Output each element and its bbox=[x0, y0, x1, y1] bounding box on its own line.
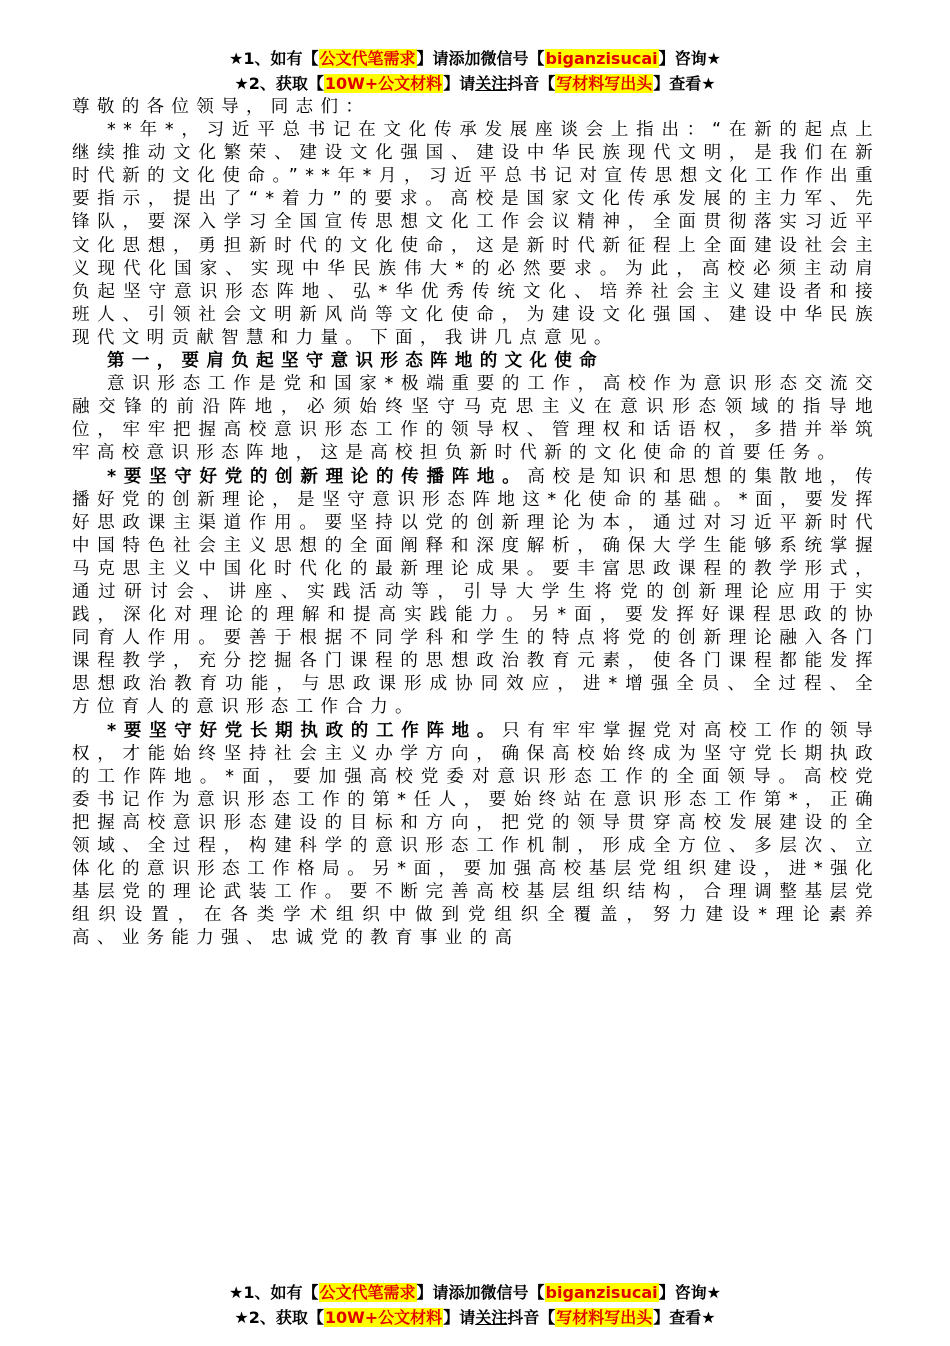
salutation: 尊敬的各位领导，同志们： bbox=[72, 97, 371, 117]
banner-text: 】请添加微信号【 bbox=[416, 49, 545, 68]
banner-line-2 bbox=[0, 1305, 950, 1330]
banner-highlight: 10W+公文材料 bbox=[324, 74, 443, 93]
wechat-id-highlight: biganzisucai bbox=[545, 1283, 658, 1302]
banner-line-2 bbox=[0, 71, 950, 96]
banner-text: 】请添加微信号【 bbox=[416, 1283, 545, 1302]
section-heading-1: 第一，要肩负起坚守意识形态阵地的文化使命 bbox=[107, 351, 604, 372]
paragraph-point-2 bbox=[72, 720, 880, 951]
banner-text: 】查看★ bbox=[653, 1308, 716, 1327]
banner-text: ★2、获取【 bbox=[234, 1308, 324, 1327]
banner-line-1 bbox=[0, 1280, 950, 1305]
banner-underline: 关注 bbox=[475, 74, 508, 93]
banner-underline: 关注 bbox=[475, 1308, 508, 1327]
point-1-text: 高校是知识和思想的集散地，传播好党的创新理论，是坚守意识形态阵地这*化使命的基础。*面，要发挥好思政课主渠道作用。要坚持以党的创新理论为本，通过对习近平新时代中国特色社会主义思想的全面阐释和深度解析，确保大学生能够系统掌握马克思主义中国化时代化的最新理论成果。要丰富思政课程的教学形式，通过研讨会、讲座、实践活动等，引导大学生将党的创新理论应用于实践，深化对理论的理解和提高实践能力。另*面，要发挥好课程思政的协同育人作用。要善于根据不同学科和学生的特点将党的创新理论融入各门课程教学，充分挖掘各门课程的思想政治教育元素，使各门课程都能发挥思想政治教育功能，与思政课形成协同效应，进*增强全员、全过程、全方位育人的意识形态工作合力。 bbox=[72, 466, 880, 718]
banner-text: 抖音【 bbox=[507, 1308, 556, 1327]
paragraph-section-1: 意识形态工作是党和国家*极端重要的工作，高校作为意识形态交流交融交锋的前沿阵地，必须始终坚守马克思主义在意识形态领域的指导地位，牢牢把握高校意识形态工作的领导权、管理权和话语权，多措并举筑牢高校意识形态阵地，这是高校担负新时代新的文化使命的首要任务。 bbox=[72, 374, 880, 464]
paragraph-point-1 bbox=[72, 466, 880, 720]
point-2-title: *要坚守好党长期执政的工作阵地。 bbox=[107, 720, 503, 741]
header-banner bbox=[0, 46, 950, 96]
banner-text: 】咨询★ bbox=[658, 1283, 721, 1302]
point-1-title: *要坚守好党的创新理论的传播阵地。 bbox=[107, 466, 528, 487]
banner-text: 】查看★ bbox=[653, 74, 716, 93]
banner-text: ★1、如有【 bbox=[229, 49, 319, 68]
footer-banner bbox=[0, 1280, 950, 1330]
banner-text: 】咨询★ bbox=[658, 49, 721, 68]
wechat-id-highlight: biganzisucai bbox=[545, 49, 658, 68]
banner-text: ★2、获取【 bbox=[234, 74, 324, 93]
paragraph-intro: **年*，习近平总书记在文化传承发展座谈会上指出：“在新的起点上继续推动文化繁荣、建设文化强国、建设中华民族现代文明，是我们在新时代新的文化使命。”**年*月，习近平总书记对宣传思想文化工作作出重要指示，提出了“*着力”的要求。高校是国家文化传承发展的主力军、先锋队，要深入学习全国宣传思想文化工作会议精神，全面贯彻落实习近平文化思想，勇担新时代的文化使命，这是新时代新征程上全面建设社会主义现代化国家、实现中华民族伟大*的必然要求。为此，高校必须主动肩负起坚守意识形态阵地、弘*华优秀传统文化、培养社会主义建设者和接班人、引领社会文明新风尚等文化使命，为建设文化强国、建设中华民族现代文明贡献智慧和力量。下面，我讲几点意见。 bbox=[72, 120, 880, 348]
point-2-text: 只有牢牢掌握党对高校工作的领导权，才能始终坚持社会主义办学方向，确保高校始终成为坚守党长期执政的工作阵地。*面，要加强高校党委对意识形态工作的全面领导。高校党委书记作为意识形态工作的第*任人，要始终站在意识形态工作第*，正确把握高校意识形态建设的目标和方向，把党的领导贯穿高校发展建设的全领域、全过程，构建科学的意识形态工作机制，形成全方位、多层次、立体化的意识形态工作格局。另*面，要加强高校基层党组织建设，进*强化基层党的理论武装工作。要不断完善高校基层组织结构，合理调整基层党组织设置，在各类学术组织中做到党组织全覆盖，努力建设*理论素养高、业务能力强、忠诚党的教育事业的高 bbox=[72, 720, 880, 949]
douyin-name-highlight: 写材料写出头 bbox=[556, 74, 653, 93]
banner-highlight: 10W+公文材料 bbox=[324, 1308, 443, 1327]
douyin-name-highlight: 写材料写出头 bbox=[556, 1308, 653, 1327]
banner-highlight: 公文代笔需求 bbox=[319, 49, 416, 68]
banner-highlight: 公文代笔需求 bbox=[319, 1283, 416, 1302]
banner-text: 抖音【 bbox=[507, 74, 556, 93]
banner-line-1 bbox=[0, 46, 950, 71]
document-body bbox=[72, 96, 880, 950]
banner-text: ★1、如有【 bbox=[229, 1283, 319, 1302]
banner-text: 】请 bbox=[443, 74, 476, 93]
banner-text: 】请 bbox=[443, 1308, 476, 1327]
